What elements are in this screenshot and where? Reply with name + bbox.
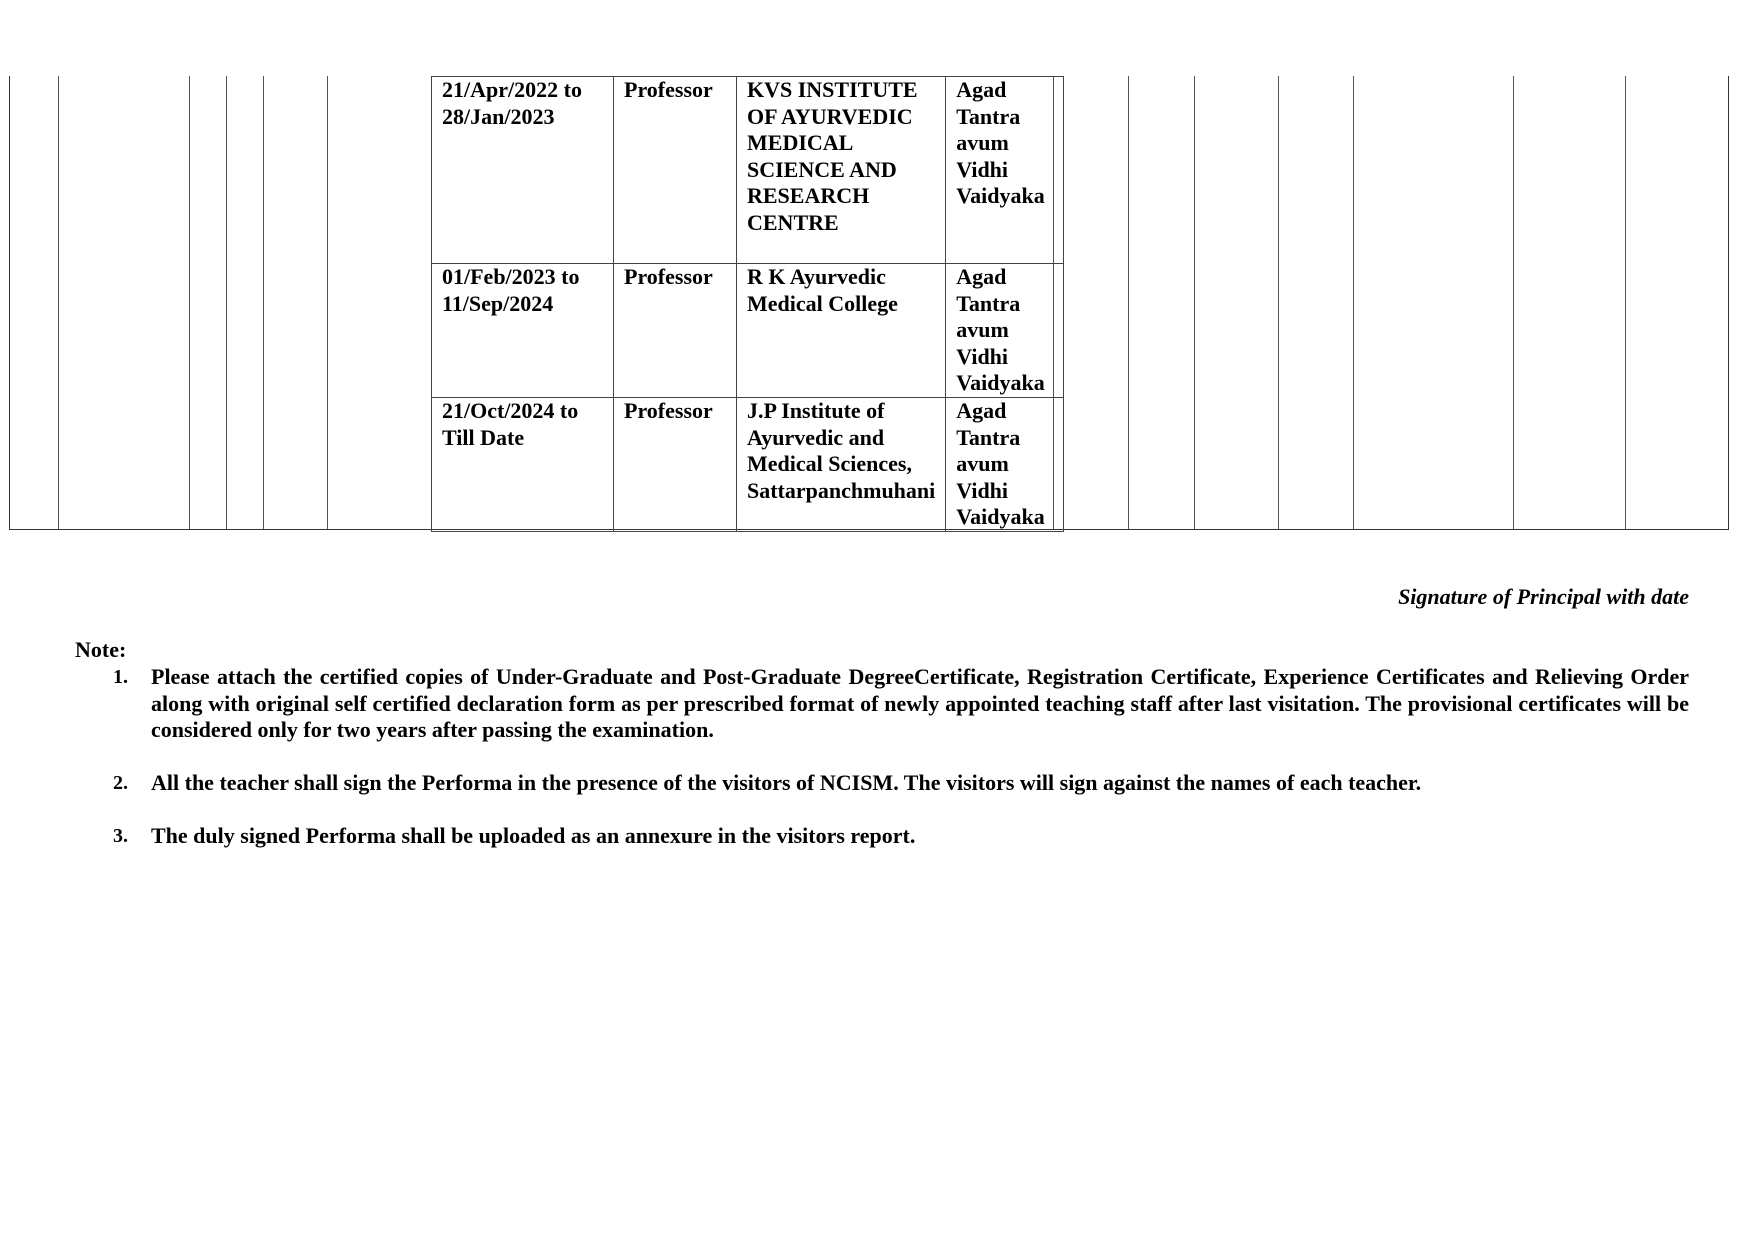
note-text: Please attach the certified copies of Under-Graduate and Post-Graduate DegreeCertificate, Registration Certificate, Experience Certificates and Relieving Order along with original self certified declaration form as per prescribed format of newly appointed teaching staff after last visitation. The provisional certificates will be considered only for two years after passing the examination. (151, 664, 1689, 742)
column-divider (226, 76, 227, 529)
column-divider (1353, 76, 1354, 529)
experience-department: Agad Tantra avum Vidhi Vaidyaka (946, 264, 1064, 398)
experience-department: Agad Tantra avum Vidhi Vaidyaka (946, 77, 1064, 264)
note-title: Note: (75, 637, 127, 662)
column-divider (1194, 76, 1195, 529)
experience-period: 21/Apr/2022 to 28/Jan/2023 (432, 77, 614, 264)
column-divider (189, 76, 190, 529)
column-divider (1625, 76, 1626, 529)
experience-period: 01/Feb/2023 to 11/Sep/2024 (432, 264, 614, 398)
experience-department: Agad Tantra avum Vidhi Vaidyaka (946, 398, 1064, 532)
experience-period: 21/Oct/2024 to Till Date (432, 398, 614, 532)
column-divider (1278, 76, 1279, 529)
table-row (432, 264, 1064, 398)
note-text: The duly signed Performa shall be uploaded as an annexure in the visitors report. (151, 823, 916, 848)
notes-list (105, 664, 1689, 876)
experience-designation: Professor (614, 264, 737, 398)
column-divider (1128, 76, 1129, 529)
experience-table (431, 76, 1064, 532)
experience-institution: KVS INSTITUTE OF AYURVEDIC MEDICAL SCIENCE AND RESEARCH CENTRE (737, 77, 946, 264)
experience-institution: R K Ayurvedic Medical College (737, 264, 946, 398)
note-number: 2. (113, 772, 128, 794)
column-divider (1513, 76, 1514, 529)
column-divider (263, 76, 264, 529)
experience-designation: Professor (614, 398, 737, 532)
experience-designation: Professor (614, 77, 737, 264)
list-item (105, 823, 1689, 850)
table-row (432, 398, 1064, 532)
column-divider (327, 76, 328, 529)
table-row (432, 77, 1064, 264)
list-item (105, 664, 1689, 744)
note-text: All the teacher shall sign the Performa in the presence of the visitors of NCISM. The visitors will sign against the names of each teacher. (151, 770, 1422, 795)
note-number: 1. (113, 666, 128, 688)
list-item (105, 770, 1689, 797)
column-divider (58, 76, 59, 529)
experience-institution: J.P Institute of Ayurvedic and Medical Sciences, Sattarpanchmuhani (737, 398, 946, 532)
signature-label: Signature of Principal with date (1398, 584, 1689, 609)
note-number: 3. (113, 825, 128, 847)
